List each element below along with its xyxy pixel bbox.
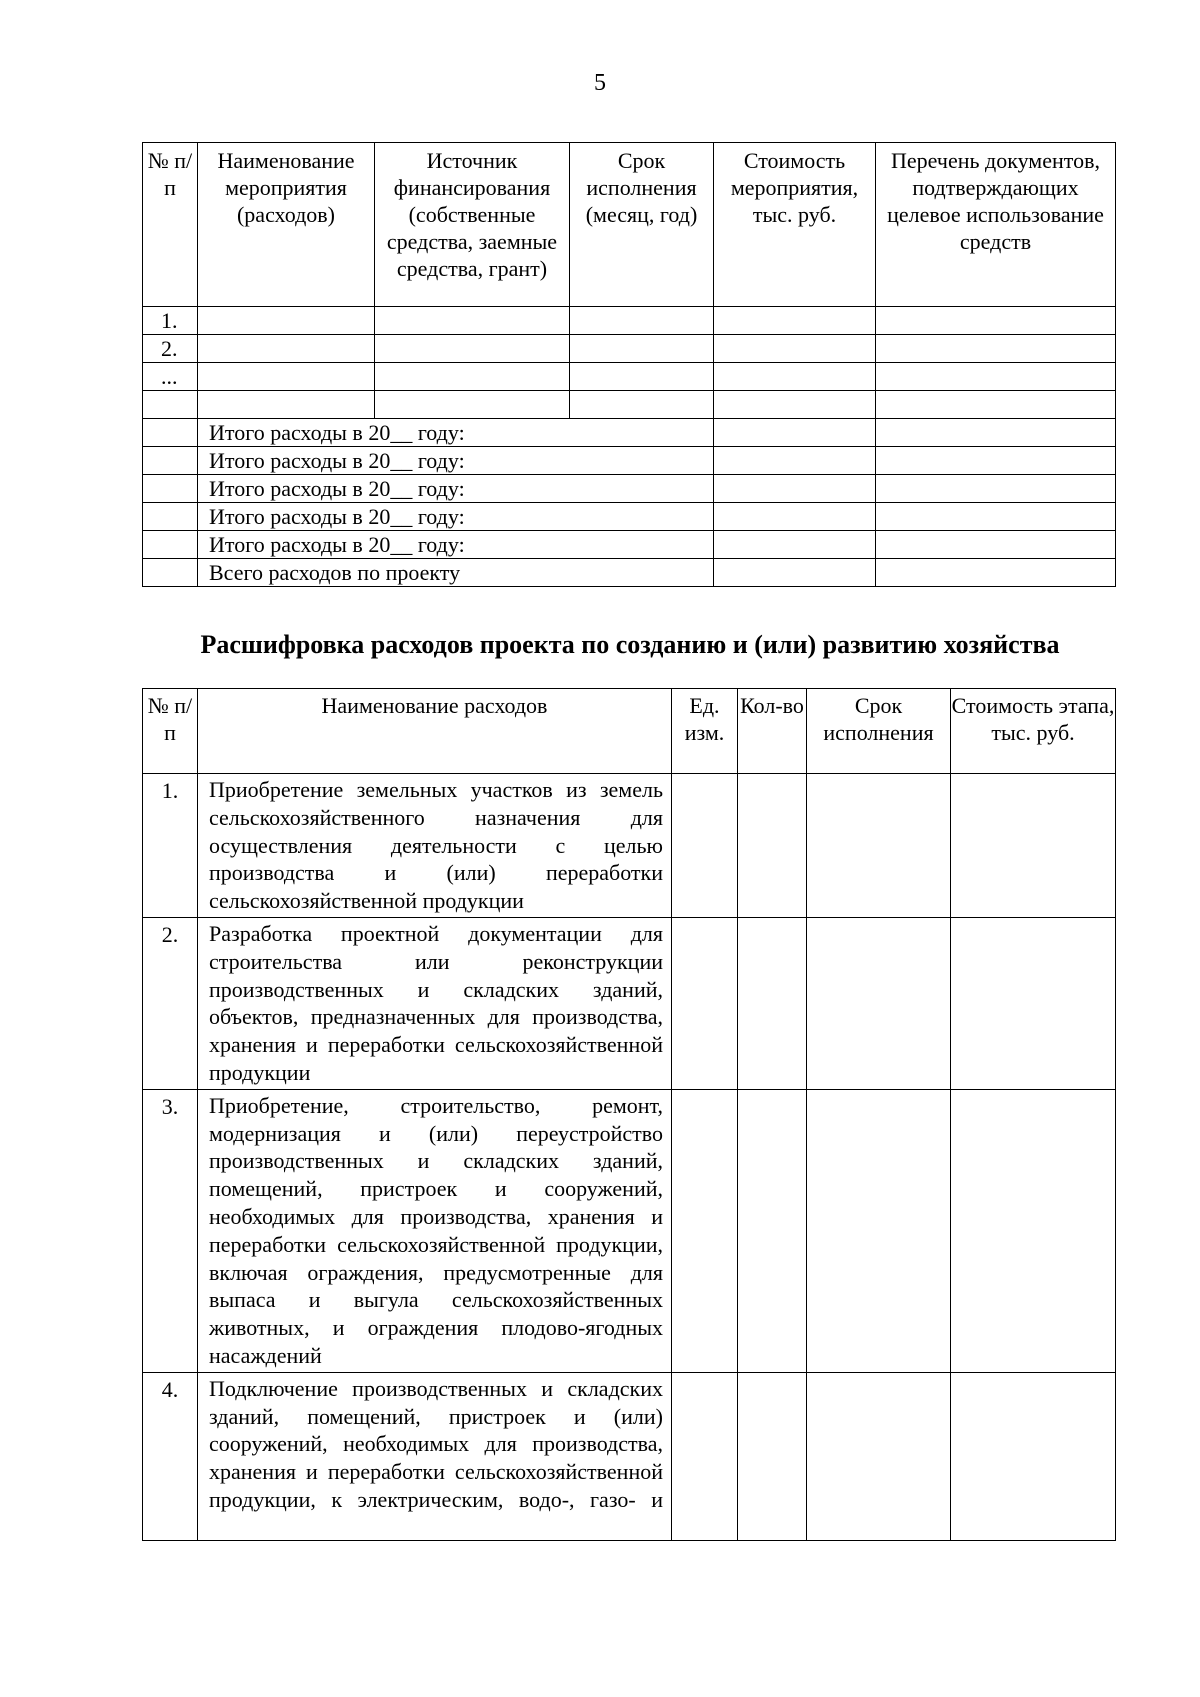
table-cell (672, 917, 738, 1089)
table-cell (951, 917, 1116, 1089)
table-cell (143, 531, 198, 559)
table-cell (672, 774, 738, 918)
header-cost: Стоимость мероприятия, тыс. руб. (714, 143, 876, 307)
table-cell (876, 419, 1116, 447)
header-funding-source: Источник финансирования (собственные средства, заемные средства, грант) (375, 143, 570, 307)
table-row (143, 1089, 1116, 1372)
table-cell (198, 363, 375, 391)
table-cell (951, 1089, 1116, 1372)
table-cell (714, 335, 876, 363)
table-cell (807, 774, 951, 918)
table-cell (876, 503, 1116, 531)
table-cell (714, 475, 876, 503)
total-label: Итого расходы в 20__ году: (198, 419, 714, 447)
header-number: № п/п (143, 143, 198, 307)
table-cell (375, 363, 570, 391)
expenses-breakdown-table (142, 688, 1116, 1541)
table-row (143, 391, 1116, 419)
table-cell (714, 503, 876, 531)
table-cell (570, 363, 714, 391)
table-row (143, 307, 1116, 335)
row-number: 1. (143, 774, 198, 918)
table-cell (876, 475, 1116, 503)
expense-name: Подключение производственных и складских зданий, помещений, пристроек и (или) сооружений, необходимых для производства, хранения и переработки сельскохозяйственной продукции, к электрическим, водо-, газо- и (198, 1372, 672, 1540)
header-activity-name: Наименование мероприятия (расходов) (198, 143, 375, 307)
header-deadline: Срок исполнения (месяц, год) (570, 143, 714, 307)
total-row (143, 419, 1116, 447)
row-number: ... (143, 363, 198, 391)
table-cell (714, 307, 876, 335)
table-cell (738, 1089, 807, 1372)
table-cell (143, 447, 198, 475)
table-cell (807, 917, 951, 1089)
table-cell (570, 335, 714, 363)
table-cell (375, 307, 570, 335)
total-label: Итого расходы в 20__ году: (198, 475, 714, 503)
page-number: 5 (594, 70, 606, 96)
total-label: Итого расходы в 20__ году: (198, 447, 714, 475)
expense-name: Приобретение, строительство, ремонт, модернизация и (или) переустройство производственных и складских зданий, помещений, пристроек и сооружений, необходимых для производства, хранения и переработки сельскохозяйственной продукции, включая ограждения, предусмотренные для выпаса и выгула сельскохозяйственных животных, и ограждения плодово-ягодных насаждений (198, 1089, 672, 1372)
total-row (143, 531, 1116, 559)
header-unit: Ед. изм. (672, 689, 738, 774)
table-cell (198, 335, 375, 363)
table-cell (738, 774, 807, 918)
table-cell (951, 774, 1116, 918)
table-cell (807, 1372, 951, 1540)
total-label: Итого расходы в 20__ году: (198, 503, 714, 531)
table-cell (876, 307, 1116, 335)
table-cell (198, 391, 375, 419)
table-row (143, 917, 1116, 1089)
table-row (143, 363, 1116, 391)
table-cell (143, 503, 198, 531)
table-cell (876, 447, 1116, 475)
table-cell (951, 1372, 1116, 1540)
section-title: Расшифровка расходов проекта по созданию и (или) развитию хозяйства (200, 630, 1060, 659)
table-cell (714, 559, 876, 587)
table-row (143, 774, 1116, 918)
table-cell (876, 531, 1116, 559)
header-number: № п/п (143, 689, 198, 774)
table-cell (714, 419, 876, 447)
table-cell (375, 391, 570, 419)
table-cell (375, 335, 570, 363)
header-documents: Перечень документов, подтверждающих целевое использование средств (876, 143, 1116, 307)
total-row (143, 475, 1116, 503)
table-cell (143, 419, 198, 447)
grand-total-label: Всего расходов по проекту (198, 559, 714, 587)
table-cell (876, 363, 1116, 391)
table-header-row (143, 143, 1116, 307)
row-number: 3. (143, 1089, 198, 1372)
table-cell (714, 447, 876, 475)
table-header-row (143, 689, 1116, 774)
table-cell (738, 917, 807, 1089)
header-expense-name: Наименование расходов (198, 689, 672, 774)
table-cell (570, 391, 714, 419)
grand-total-row (143, 559, 1116, 587)
row-number (143, 391, 198, 419)
header-stage-cost: Стоимость этапа, тыс. руб. (951, 689, 1116, 774)
header-deadline: Срок исполнения (807, 689, 951, 774)
table-cell (876, 559, 1116, 587)
table-cell (672, 1372, 738, 1540)
row-number: 4. (143, 1372, 198, 1540)
table-cell (714, 531, 876, 559)
table-cell (198, 307, 375, 335)
table-cell (738, 1372, 807, 1540)
table-cell (143, 559, 198, 587)
table-cell (143, 475, 198, 503)
table-cell (714, 363, 876, 391)
table-cell (714, 391, 876, 419)
row-number: 2. (143, 335, 198, 363)
table-row (143, 1372, 1116, 1540)
expenses-plan-table (142, 142, 1116, 587)
expense-name: Разработка проектной документации для строительства или реконструкции производственных и складских зданий, объектов, предназначенных для производства, хранения и переработки сельскохозяйственной продукции (198, 917, 672, 1089)
expense-name: Приобретение земельных участков из земель сельскохозяйственного назначения для осуществления деятельности с целью производства и (или) переработки сельскохозяйственной продукции (198, 774, 672, 918)
total-label: Итого расходы в 20__ году: (198, 531, 714, 559)
table-cell (876, 335, 1116, 363)
total-row (143, 503, 1116, 531)
row-number: 1. (143, 307, 198, 335)
table-cell (672, 1089, 738, 1372)
table-cell (807, 1089, 951, 1372)
total-row (143, 447, 1116, 475)
table-cell (876, 391, 1116, 419)
table-row (143, 335, 1116, 363)
row-number: 2. (143, 917, 198, 1089)
table-cell (570, 307, 714, 335)
header-quantity: Кол-во (738, 689, 807, 774)
